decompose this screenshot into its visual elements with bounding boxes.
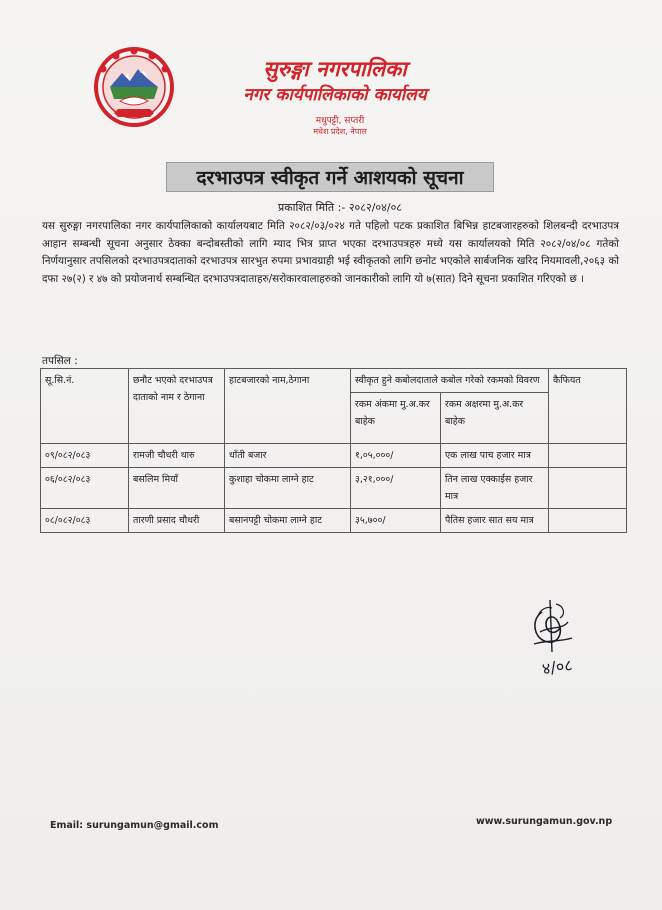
header-bidder: छनौट भएको दरभाउपत्र दाताको नाम र ठेगाना [129, 369, 225, 444]
cell-bidder: तारणी प्रसाद चौधरी [129, 509, 225, 533]
office-name: नगर कार्यपालिकाको कार्यालय [243, 85, 427, 105]
cell-bidder: बसलिम मियाँ [129, 468, 225, 509]
cell-bidder: रामजी चौधरी थारु [129, 444, 225, 468]
table-row [41, 468, 627, 509]
cell-amount: ३५,७००/ [351, 509, 441, 533]
notice-body: यस सुरुङ्गा नगरपालिका नगर कार्यपालिकाको कार्यालयबाट मिति २०८२/०३/०२४ गते पहिलो पटक प्रकाशित बिभिन्न हाटबजारहरुको शिलबन्दी दरभाउपत्र आहान सम्बन्धी सूचना अनुसार ठेक्का बन्दोबस्तीको लागि म्याद भित्र प्राप्त भएका दरभाउपत्रहरु मध्ये यस कार्यालयको मिति २०८२/०४/०८ गतेको निर्णयानुसार तपसिलको दरभाउपत्रदाताको दरभाउपत्र सारभुत रुपमा प्रभावग्राही भई स्वीकृतको लागि छनोट भएकोले सार्बजनिक खरिद नियमावली,२०६३ को दफा २७(२) र ४७ को प्रयोजनार्थ सम्बन्धित दरभाउपत्रदाताहरु/सरोकारवालाहरुको जानकारीको लागि यो ७(सात) दिने सूचना प्रकाशित गरिएको छ । [42, 220, 619, 285]
address-line-2: मधेश प्रदेश, नेपाल [313, 127, 367, 136]
address-line-1: मधुपट्टी, सप्तरी [315, 116, 365, 126]
org-name: सुरुङ्गा नगरपालिका [263, 57, 407, 81]
header-market: हाटबजारको नाम,ठेगाना [225, 369, 351, 444]
signature-date: ४/०८ [540, 655, 574, 679]
cell-amount-words: तिन लाख एक्काईस हजार मात्र [441, 468, 549, 509]
header-serial-number: सू.सि.नं. [41, 369, 129, 444]
handwritten-signature [520, 592, 610, 682]
cell-remarks [549, 468, 627, 509]
header-amount-figures: रकम अंकमा मु.अ.कर बाहेक [351, 393, 441, 444]
footer-email[interactable]: Email: surungamun@gmail.com [50, 820, 219, 831]
cell-market: धाँती बजार [225, 444, 351, 468]
cell-market: कुशाहा चोकमा लाग्ने हाट [225, 468, 351, 509]
header-remarks: कैफियत [549, 369, 627, 444]
header-amount-words: रकम अक्षरमा मु.अ.कर बाहेक [441, 393, 549, 444]
cell-amount-words: पैतिस हजार सात सय मात्र [441, 509, 549, 533]
cell-market: बसानपट्टी चोकमा लाग्ने हाट [225, 509, 351, 533]
footer-website[interactable]: www.surungamun.gov.np [476, 816, 613, 827]
cell-serial-number: ०६/०८२/०८३ [41, 468, 129, 509]
cell-amount-words: एक लाख पाच हजार मात्र [441, 444, 549, 468]
cell-amount: १,०५,०००/ [351, 444, 441, 468]
cell-remarks [549, 509, 627, 533]
cell-serial-number: ०९/०८२/०८३ [41, 444, 129, 468]
table-row [41, 444, 627, 468]
published-date: प्रकाशित मिति :- २०८२/०४/०८ [277, 201, 403, 214]
notice-title: दरभाउपत्र स्वीकृत गर्ने आशयको सूचना [166, 162, 494, 192]
tapasil-label: तपसिल : [42, 355, 78, 367]
table-header-row [41, 369, 627, 393]
cell-amount: ३,२१,०००/ [351, 468, 441, 509]
cell-remarks [549, 444, 627, 468]
cell-serial-number: ०८/०८२/०८३ [41, 509, 129, 533]
table-row [41, 509, 627, 533]
header-amount-group: स्वीकृत हुने कबोलदाताले कबोल गरेको रकमको विवरण [351, 369, 549, 393]
accepted-bids-table [40, 368, 627, 533]
nepal-emblem-logo [92, 45, 176, 129]
